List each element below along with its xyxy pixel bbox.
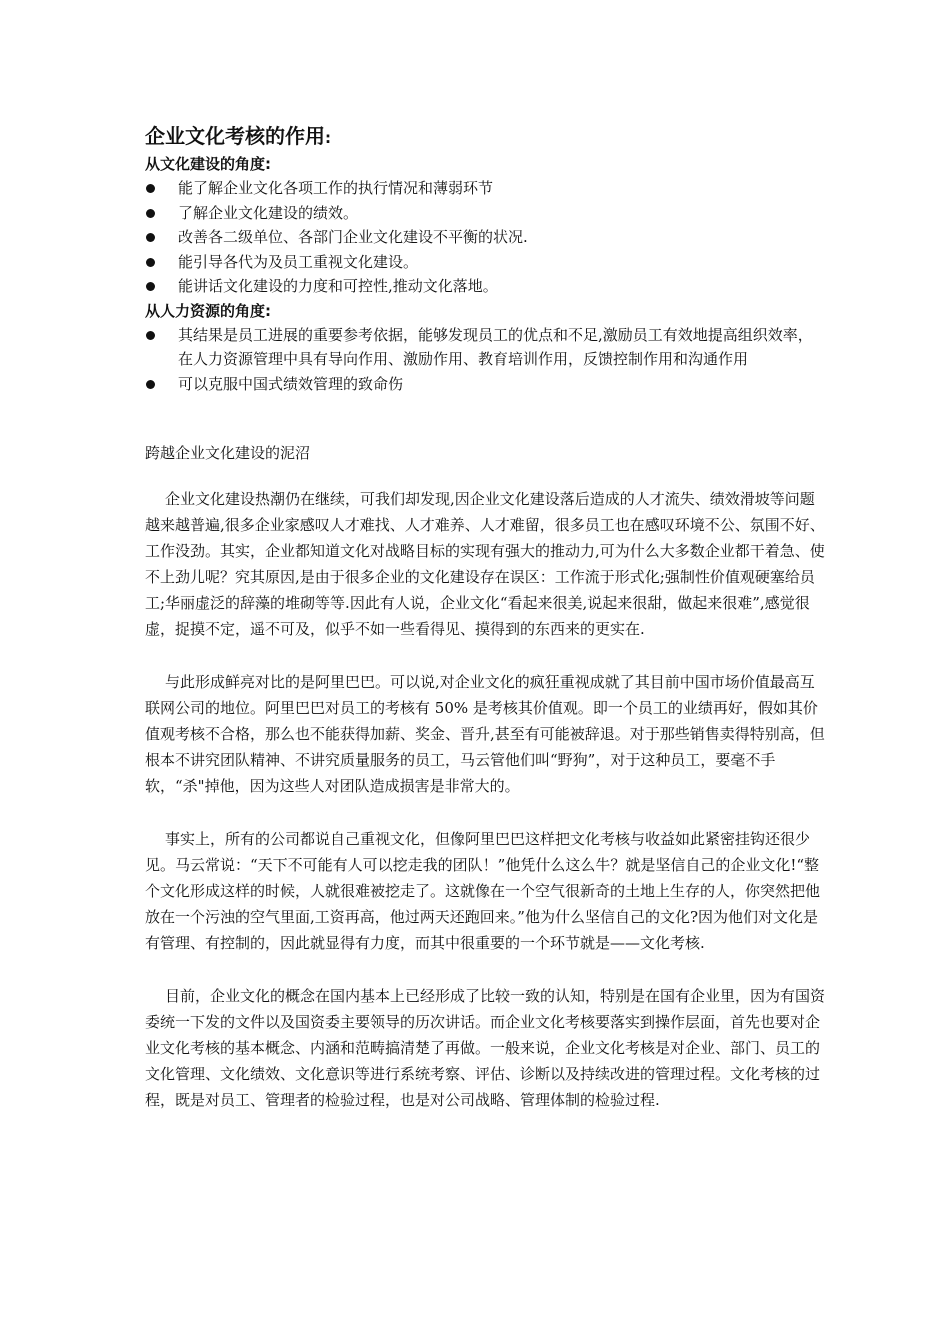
document-body bbox=[145, 122, 825, 1113]
section1-list bbox=[145, 176, 825, 299]
list-item bbox=[145, 250, 825, 275]
bullet-icon bbox=[146, 380, 155, 389]
spacer bbox=[145, 956, 825, 983]
article-paragraph: 目前，企业文化的概念在国内基本上已经形成了比较一致的认知，特别是在国有企业里，因为有国资委统一下发的文件以及国资委主要领导的历次讲话。而企业文化考核要落实到操作层面，首先也要对企业文化考核的基本概念、内涵和范畴搞清楚了再做。一般来说，企业文化考核是对企业、部门、员工的文化管理、文化绩效、文化意识等进行系统考察、评估、诊断以及持续改进的管理过程。文化考核的过程，既是对员工、管理者的检验过程，也是对公司战略、管理体制的检验过程. bbox=[145, 987, 826, 1109]
spacer bbox=[145, 799, 825, 826]
list-item-text: 能了解企业文化各项工作的执行情况和薄弱环节 bbox=[178, 179, 494, 197]
list-item-text: 能引导各代为及员工重视文化建设。 bbox=[178, 252, 419, 271]
list-item bbox=[145, 274, 825, 299]
section1-heading: 从文化建设的角度: bbox=[145, 155, 271, 173]
article-paragraph: 与此形成鲜亮对比的是阿里巴巴。可以说,对企业文化的疯狂重视成就了其目前中国市场价值最高互联网公司的地位。阿里巴巴对员工的考核有 50% 是考核其价值观。即一个员工的业绩再好，假如其价值观考核不合格，那么也不能获得加薪、奖金、晋升,甚至有可能被辞退。对于那些销售卖得特别高，但根本不讲究团队精神、不讲究质量服务的员工，马云管他们叫“野狗”，对于这种员工，要毫不手软，“杀"掉他，因为这些人对团队造成损害是非常大的。 bbox=[145, 673, 825, 795]
article-paragraph: 企业文化建设热潮仍在继续，可我们却发现,因企业文化建设落后造成的人才流失、绩效滑坡等问题越来越普遍,很多企业家感叹人才难找、人才难养、人才难留，很多员工也在感叹环境不公、氛围不好、工作没劲。其实，企业都知道文化对战略目标的实现有强大的推动力,可为什么大多数企业都干着急、使不上劲儿呢？究其原因,是由于很多企业的文化建设存在误区：工作流于形式化;强制性价值观硬塞给员工;华丽虚泛的辞藻的堆砌等等.因此有人说，企业文化“看起来很美,说起来很甜，做起来很难”,感觉很虚，捉摸不定，遥不可及，似乎不如一些看得见、摸得到的东西来的更实在. bbox=[145, 490, 825, 638]
list-item bbox=[145, 372, 825, 397]
list-item bbox=[145, 201, 825, 226]
bullet-icon bbox=[146, 282, 155, 291]
section2-heading: 从人力资源的角度: bbox=[145, 301, 271, 320]
bullet-icon bbox=[146, 209, 155, 218]
list-item-text: 可以克服中国式绩效管理的致命伤 bbox=[178, 374, 404, 393]
spacer bbox=[145, 642, 825, 669]
list-item-text: 改善各二级单位、各部门企业文化建设不平衡的状况. bbox=[178, 228, 528, 246]
list-item-text: 了解企业文化建设的绩效。 bbox=[178, 203, 359, 222]
title-text: 企业文化考核的作用 bbox=[145, 124, 325, 148]
bullet-icon bbox=[146, 184, 155, 193]
list-item-text: 能讲话文化建设的力度和可控性,推动文化落地。 bbox=[178, 277, 498, 295]
bullet-icon bbox=[146, 258, 155, 267]
page-title bbox=[145, 122, 825, 152]
list-item bbox=[145, 225, 825, 250]
bullet-icon bbox=[146, 331, 155, 340]
list-item bbox=[145, 323, 825, 372]
bullet-icon bbox=[146, 233, 155, 242]
list-item bbox=[145, 176, 825, 201]
list-item-text: 其结果是员工进展的重要参考依据，能够发现员工的优点和不足,激励员工有效地提高组织效率，在人力资源管理中具有导向作用、激励作用、教育培训作用，反馈控制作用和沟通作用 bbox=[178, 325, 813, 368]
article-heading: 跨越企业文化建设的泥沼 bbox=[145, 444, 311, 462]
section2-list bbox=[145, 323, 825, 397]
title-colon: : bbox=[325, 129, 331, 147]
article-paragraph: 事实上，所有的公司都说自己重视文化，但像阿里巴巴这样把文化考核与收益如此紧密挂钩还很少见。马云常说：“天下不可能有人可以挖走我的团队！”他凭什么这么牛？就是坚信自己的企业文化!“整个文化形成这样的时候，人就很难被挖走了。这就像在一个空气很新奇的土地上生存的人，你突然把他放在一个污浊的空气里面,工资再高，他过两天还跑回来。”他为什么坚信自己的文化?因为他们对文化是有管理、有控制的，因此就显得有力度，而其中很重要的一个环节就是——文化考核. bbox=[145, 830, 821, 952]
spacer bbox=[145, 465, 825, 486]
